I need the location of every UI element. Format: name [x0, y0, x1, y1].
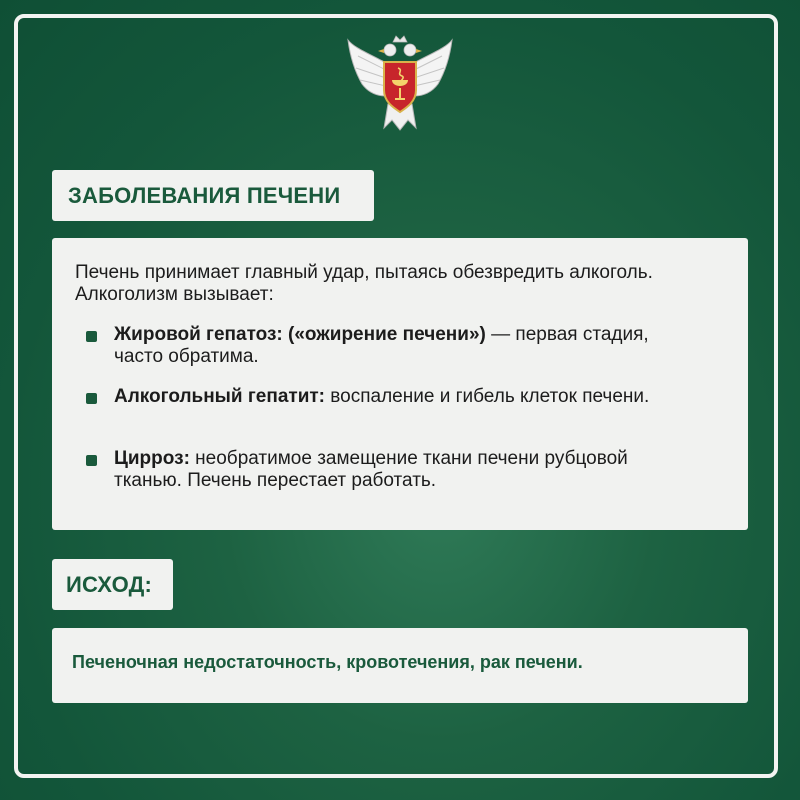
item-desc: необратимое замещение ткани печени рубцовой тканью. Печень перестает работать.: [114, 448, 628, 491]
bullet-icon: [86, 455, 97, 466]
list-item: [86, 386, 686, 408]
eagle-emblem-icon: [340, 34, 460, 134]
list-item: [86, 448, 686, 492]
section-title-outcome: ИСХОД:: [52, 559, 173, 610]
item-term: Цирроз:: [114, 448, 190, 469]
bullet-icon: [86, 331, 97, 342]
item-desc: воспаление и гибель клеток печени.: [325, 386, 650, 407]
bullet-icon: [86, 393, 97, 404]
list-item: [86, 324, 686, 368]
outcome-text: Печеночная недостаточность, кровотечения, рак печени.: [72, 652, 583, 672]
item-term: Алкогольный гепатит:: [114, 386, 326, 407]
outcome-card: [52, 628, 748, 703]
liver-diseases-card: [52, 238, 748, 530]
intro-text: Печень принимает главный удар, пытаясь обезвредить алкоголь. Алкоголизм вызывает:: [75, 262, 653, 305]
item-term: Жировой гепатоз: («ожирение печени»): [114, 324, 486, 345]
item-desc: — первая стадия, часто обратима.: [114, 324, 649, 367]
section-title-liver-diseases: ЗАБОЛЕВАНИЯ ПЕЧЕНИ: [52, 170, 374, 221]
